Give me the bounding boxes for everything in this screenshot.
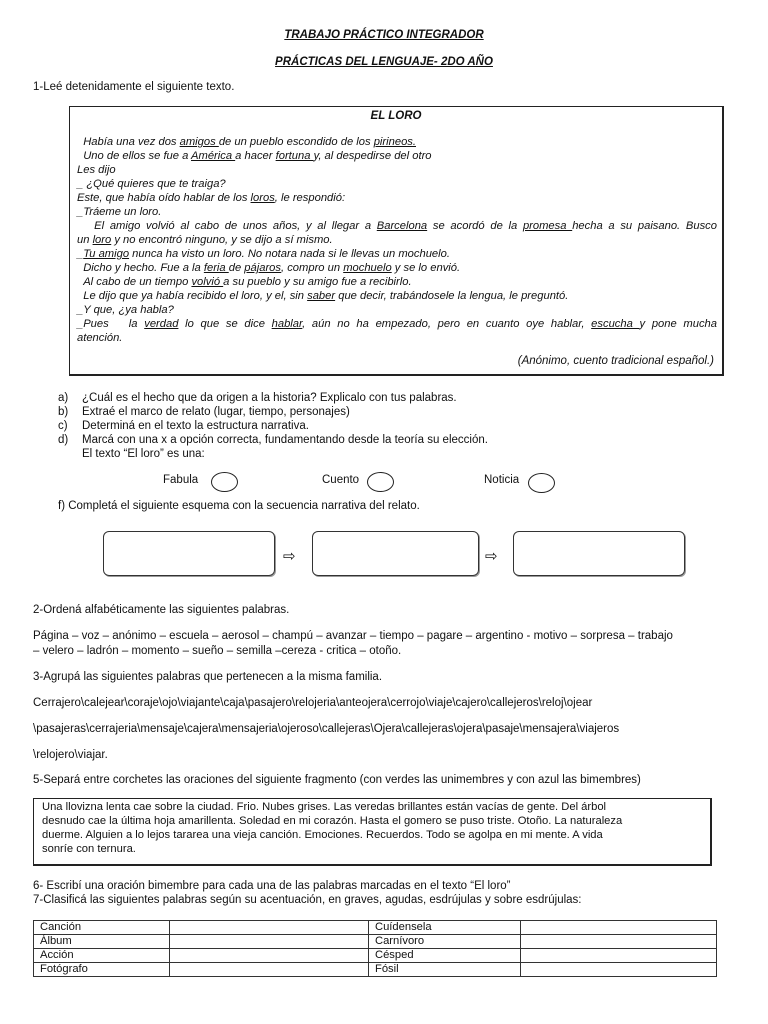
section6-prompt: 6- Escribí una oración bimembre para cada una de las palabras marcadas en el texto “El loro” — [33, 880, 511, 892]
story-line: un loro y no encontró ninguno, y se dijo a sí mismo. — [77, 234, 333, 246]
answer-cell[interactable] — [521, 963, 717, 977]
fragment-line: duerme. Alguien a lo lejos tararea una vieja canción. Emociones. Recuerdos. Todo se agolpa en mi mente. A vida — [42, 829, 603, 841]
sequence-box-3[interactable] — [513, 531, 685, 576]
word-cell: Cuídensela — [369, 921, 521, 935]
story-line: Había una vez dos amigos de un pueblo escondido de los pirineos. — [77, 136, 416, 148]
question-d-sub: El texto “El loro” es una: — [82, 448, 205, 460]
story-box — [69, 106, 724, 376]
fragment-line: Una llovizna lenta cae sobre la ciudad. Frio. Nubes grises. Las veredas brillantes están vacías de gente. Del árbol — [42, 801, 607, 813]
word-cell: Acción — [34, 949, 170, 963]
section5-prompt: 5-Separá entre corchetes las oraciones del siguiente fragmento (con verdes las unimembres y con azul las bimembres) — [33, 774, 641, 786]
option-cuento-label: Cuento — [322, 474, 360, 486]
story-title: EL LORO — [370, 110, 422, 122]
story-credit: (Anónimo, cuento tradicional español.) — [517, 355, 714, 367]
word-cell: Césped — [369, 949, 521, 963]
story-line: El amigo volvió al cabo de unos años, y al llegar a Barcelona se acordó de la promesa hecha a su paisano. Busco — [77, 220, 717, 232]
story-line: _Y que, ¿ya habla? — [77, 304, 174, 316]
question-a: a) ¿Cuál es el hecho que da origen a la historia? Explicalo con tus palabras. — [58, 392, 457, 404]
word-cell: Carnívoro — [369, 935, 521, 949]
section2-words-line2: – velero – ladrón – momento – sueño – semilla –cereza - critica – otoño. — [33, 645, 402, 657]
section2-words-line1: Página – voz – anónimo – escuela – aerosol – champú – avanzar – tiempo – pagare – argentino - motivo – sorpresa – trabajo — [33, 630, 673, 642]
section1-prompt: 1-Leé detenidamente el siguiente texto. — [33, 81, 235, 93]
story-line: _Tráeme un loro. — [77, 206, 162, 218]
section3-words-line2: \pasajeras\cerrajeria\mensaje\cajera\mensajeria\ojeroso\callejeras\Ojera\callejeras\ojera\pasaje\mensajera\viajeros — [33, 723, 620, 735]
answer-cell[interactable] — [521, 935, 717, 949]
section2-prompt: 2-Ordená alfabéticamente las siguientes palabras. — [33, 604, 290, 616]
story-line: Este, que había oído hablar de los loros, le respondió: — [77, 192, 346, 204]
answer-cell[interactable] — [170, 921, 369, 935]
arrow-right-icon: ⇨ — [283, 548, 296, 565]
fragment-line: desnudo cae la última hoja amarillenta. Soledad en mi corazón. Hasta el gomero se puso triste. Otoño. La naturaleza — [42, 815, 623, 827]
fragment-line: sonríe con ternura. — [42, 843, 136, 855]
fragment-box — [33, 798, 712, 866]
story-line: _Tu amigo nunca ha visto un loro. No notara nada si le llevas un mochuelo. — [77, 248, 450, 260]
arrow-right-icon: ⇨ — [485, 548, 498, 565]
question-f: f) Completá el siguiente esquema con la secuencia narrativa del relato. — [58, 500, 420, 512]
answer-cell[interactable] — [170, 935, 369, 949]
sequence-box-2[interactable] — [312, 531, 479, 576]
question-d: d) Marcá con una x a opción correcta, fundamentando desde la teoría su elección. — [58, 434, 488, 446]
page-title: TRABAJO PRÁCTICO INTEGRADOR — [284, 29, 484, 41]
table-row — [34, 963, 717, 977]
story-line: _Pues la verdad lo que se dice hablar, aún no ha empezado, pero en cuanto oye hablar, escucha y pone mucha — [77, 318, 717, 330]
story-line: Al cabo de un tiempo volvió a su pueblo y su amigo fue a recibirlo. — [77, 276, 412, 288]
section3-words-line3: \relojero\viajar. — [33, 749, 108, 761]
page-subtitle: PRÁCTICAS DEL LENGUAJE- 2DO AÑO — [275, 56, 493, 68]
story-line: Le dijo que ya había recibido el loro, y el, sin saber que decir, trabándosele la lengua, le preguntó. — [77, 290, 569, 302]
answer-cell[interactable] — [170, 949, 369, 963]
word-cell: Fósil — [369, 963, 521, 977]
story-line: _ ¿Qué quieres que te traiga? — [77, 178, 226, 190]
question-b: b) Extraé el marco de relato (lugar, tiempo, personajes) — [58, 406, 350, 418]
answer-cell[interactable] — [170, 963, 369, 977]
table-row — [34, 921, 717, 935]
section3-prompt: 3-Agrupá las siguientes palabras que pertenecen a la misma familia. — [33, 671, 383, 683]
option-noticia-oval[interactable] — [528, 473, 555, 493]
section7-prompt: 7-Clasificá las siguientes palabras según su acentuación, en graves, agudas, esdrújulas y sobre esdrújulas: — [33, 894, 582, 906]
word-cell: Canción — [34, 921, 170, 935]
sequence-box-1[interactable] — [103, 531, 275, 576]
table-row — [34, 935, 717, 949]
story-line: atención. — [77, 332, 123, 344]
option-fabula-label: Fabula — [163, 474, 199, 486]
accent-classification-table — [33, 920, 717, 977]
question-c: c) Determiná en el texto la estructura narrativa. — [58, 420, 309, 432]
story-line: Les dijo — [77, 164, 116, 176]
word-cell: Álbum — [34, 935, 170, 949]
option-cuento-oval[interactable] — [367, 472, 394, 492]
answer-cell[interactable] — [521, 949, 717, 963]
word-cell: Fotógrafo — [34, 963, 170, 977]
option-noticia-label: Noticia — [484, 474, 520, 486]
table-row — [34, 949, 717, 963]
section3-words-line1: Cerrajero\calejear\coraje\ojo\viajante\caja\pasajero\relojeria\anteojera\cerrojo\viaje\cajero\callejeros\reloj\ojear — [33, 697, 593, 709]
answer-cell[interactable] — [521, 921, 717, 935]
story-line: Dicho y hecho. Fue a la feria de pájaros, compro un mochuelo y se lo envió. — [77, 262, 461, 274]
option-fabula-oval[interactable] — [211, 472, 238, 492]
story-line: Uno de ellos se fue a América a hacer fortuna y, al despedirse del otro — [77, 150, 432, 162]
